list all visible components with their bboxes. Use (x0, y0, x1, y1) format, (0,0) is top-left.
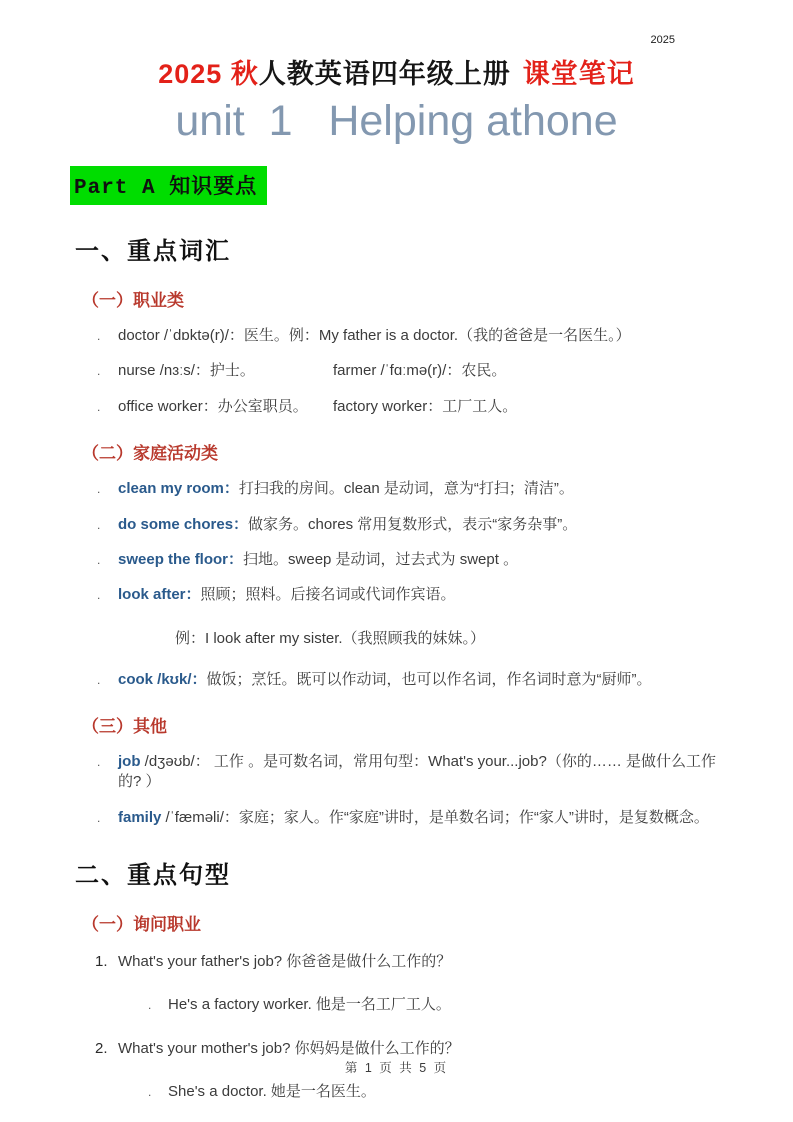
bullet-dot: . (97, 672, 101, 687)
list-item (97, 326, 728, 346)
answer-doctor: She's a doctor. 她是一名医生。 (168, 1082, 376, 1100)
answer-factory-worker: He's a factory worker. 他是一名工厂工人。 (168, 996, 451, 1014)
question-fathers-job: What's your father's job? 你爸爸是做什么工作的？ (118, 953, 452, 971)
list-item (97, 397, 728, 417)
page-year-mark: 2025 (650, 34, 675, 46)
section-heading-sentences: 二、重点句型 (75, 862, 231, 890)
term-job-pronunciation: /dʒəʊb/： (140, 753, 214, 771)
list-item (97, 361, 728, 381)
vocab-jobs-row3 (118, 397, 728, 417)
bullet-dot: . (97, 588, 101, 603)
term-family-note: 家庭；家人。作“家庭”讲时，是单数名词；作“家人”讲时，是复数概念。 (238, 808, 709, 826)
term-clean-my-room-note: 打扫我的房间。clean 是动词，意为“打扫；清洁”。 (238, 480, 574, 498)
bullet-dot: . (97, 482, 101, 497)
vocab-chores-cook (118, 670, 728, 690)
term-job: job (118, 753, 141, 771)
subheading-others: （三）其他 (82, 717, 167, 737)
subheading-chores: （二）家庭活动类 (82, 444, 218, 464)
term-clean-my-room: clean my room： (118, 480, 239, 498)
term-family: family (118, 808, 162, 826)
term-do-some-chores-note: 做家务。chores 常用复数形式，表示“家务杂事”。 (248, 515, 578, 533)
list-item (97, 752, 728, 793)
term-family-pronunciation: /ˈfæməli/： (161, 808, 239, 826)
term-sweep-the-floor-note: 扫地。sweep 是动词，过去式为 swept 。 (243, 550, 519, 568)
term-look-after-note: 照顾；照料。后接名词或代词作宾语。 (200, 586, 456, 604)
bullet-dot: . (97, 399, 101, 414)
vocab-chores-look-after (118, 585, 728, 605)
term-cook: cook /kʊk/： (118, 670, 207, 688)
bullet-dot: . (148, 1084, 152, 1099)
vocab-jobs-office-worker: office worker：办公室职员。 (118, 397, 308, 415)
term-job-note: 工作 。是可数名词，常用句型：What's your...job?（你的…… 是做什么工作的? ） (118, 753, 716, 791)
vocab-others-job (118, 752, 728, 793)
vocab-jobs-nurse: nurse /nɜːs/：护士。 (118, 362, 255, 380)
list-item (97, 515, 728, 535)
list-item (97, 670, 728, 690)
bullet-dot: . (97, 755, 101, 770)
section-heading-vocab: 一、重点词汇 (75, 238, 231, 265)
list-item (97, 585, 728, 605)
subheading-ask-job: （一）询问职业 (82, 915, 201, 935)
list-item (97, 550, 728, 570)
unit-title: unit 1 Helping athone (175, 97, 618, 145)
vocab-jobs-doctor: doctor /ˈdɒktə(r)/：医生。例：My father is a doctor.（我的爸爸是一名医生。） (118, 327, 631, 344)
answer-item (148, 995, 728, 1015)
list-item (97, 479, 728, 499)
term-do-some-chores: do some chores： (118, 515, 249, 533)
bullet-dot: . (97, 810, 101, 825)
example-sentence: 例：I look after my sister.（我照顾我的妹妹。） (175, 629, 486, 647)
vocab-others-family (118, 808, 728, 828)
part-a-heading: Part A 知识要点 (70, 166, 267, 205)
term-sweep-the-floor: sweep the floor： (118, 550, 244, 568)
title-book-name: 人教英语四年级上册 (258, 59, 511, 89)
vocab-jobs-farmer: farmer /ˈfɑːmə(r)/：农民。 (333, 362, 507, 380)
bullet-dot: . (97, 552, 101, 567)
vocab-chores-do-chores (118, 515, 728, 535)
vocab-chores-sweep (118, 550, 728, 570)
item-number: 2. (95, 1039, 108, 1057)
list-item (97, 808, 728, 828)
vocab-chores-clean (118, 479, 728, 499)
question-mothers-job: What's your mother's job? 你妈妈是做什么工作的？ (118, 1039, 460, 1057)
item-number: 1. (95, 953, 108, 971)
subheading-jobs: （一）职业类 (82, 291, 184, 310)
title-notes-label: 课堂笔记 (522, 59, 635, 89)
answer-item (148, 1082, 728, 1102)
vocab-jobs-row2 (118, 361, 728, 381)
numbered-item (95, 952, 728, 972)
bullet-dot: . (97, 517, 101, 532)
bullet-dot: . (97, 329, 101, 343)
bullet-dot: . (97, 364, 101, 379)
term-cook-note: 做饭；烹饪。既可以作动词，也可以作名词，作名词时意为“厨师”。 (206, 670, 652, 688)
vocab-jobs-factory-worker: factory worker：工厂工人。 (333, 397, 518, 415)
title-year-season: 2025 秋 (158, 59, 259, 89)
term-look-after: look after： (118, 586, 201, 604)
bullet-dot: . (148, 998, 152, 1013)
numbered-item (95, 1039, 728, 1059)
page-footer: 第 1 页 共 5 页 (344, 1061, 449, 1075)
